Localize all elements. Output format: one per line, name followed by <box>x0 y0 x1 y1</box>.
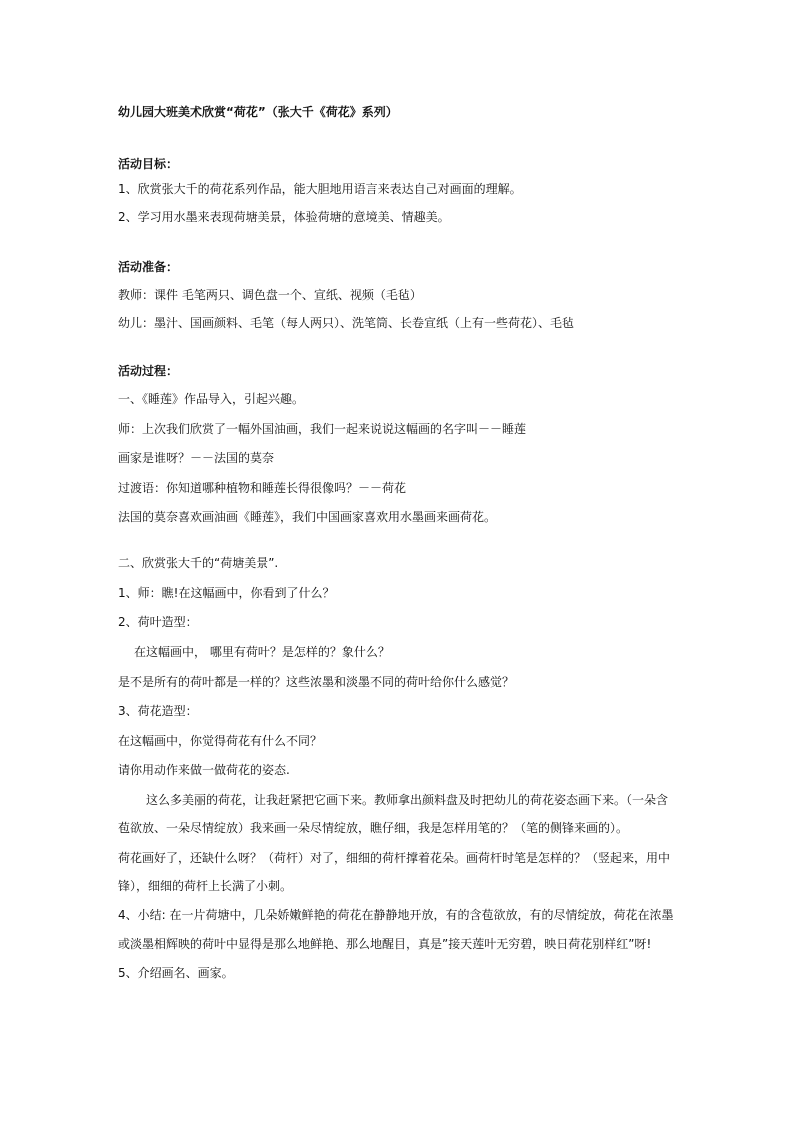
process-line: 5、介绍画名、画家。 <box>118 966 234 980</box>
process-line: 在这幅画中， 哪里有荷叶？是怎样的？象什么？ <box>134 645 390 659</box>
process-line: 荷花画好了，还缺什么呀？（荷杆）对了，细细的荷杆撑着花朵。画荷杆时笔是怎样的？（竖起来，用中 <box>118 851 671 865</box>
process-line: 画家是谁呀？－－法国的莫奈 <box>118 451 275 465</box>
process-heading: 活动过程： <box>118 364 179 378</box>
process-line: 法国的莫奈喜欢画油画《睡莲》，我们中国画家喜欢用水墨画来画荷花。 <box>118 510 497 524</box>
prep-heading: 活动准备： <box>118 260 179 274</box>
process-line: 4、小结: 在一片荷塘中，几朵娇嫩鲜艳的荷花在静静地开放，有的含苞欲放，有的尽情绽放，荷花在浓墨 <box>118 908 674 922</box>
process-line: 二、欣赏张大千的“荷塘美景”. <box>118 556 279 570</box>
prep-item: 教师：课件 毛笔两只、调色盘一个、宣纸、视频（毛毡） <box>118 288 422 302</box>
process-line: 2、荷叶造型： <box>118 615 198 629</box>
process-line: 1、师：瞧!在这幅画中，你看到了什么？ <box>118 586 335 600</box>
document-title: 幼儿园大班美术欣赏“荷花”（张大千《荷花》系列） <box>118 105 398 119</box>
process-line: 锋），细细的荷杆上长满了小刺。 <box>118 879 293 893</box>
process-line: 在这幅画中，你觉得荷花有什么不同？ <box>118 734 323 748</box>
process-line: 3、荷花造型： <box>118 704 198 718</box>
process-line: 或淡墨相辉映的荷叶中显得是那么地鲜艳、那么地醒目，真是”接天莲叶无穷碧，映日荷花别样红”呀! <box>118 937 652 951</box>
process-line: 这么多美丽的荷花，让我赶紧把它画下来。教师拿出颜料盘及时把幼儿的荷花姿态画下来。（一朵含 <box>146 793 669 807</box>
process-line: 过渡语：你知道哪种植物和睡莲长得很像吗？－－荷花 <box>118 481 407 495</box>
process-line: 一、《睡莲》作品导入，引起兴趣。 <box>118 392 305 406</box>
goals-item: 1、欣赏张大千的荷花系列作品，能大胆地用语言来表达自己对画面的理解。 <box>118 182 522 196</box>
goals-item: 2、学习用水墨来表现荷塘美景，体验荷塘的意境美、情趣美。 <box>118 210 450 224</box>
process-line: 是不是所有的荷叶都是一样的？这些浓墨和淡墨不同的荷叶给你什么感觉？ <box>118 675 515 689</box>
process-line: 苞欲放、一朵尽情绽放）我来画一朵尽情绽放，瞧仔细，我是怎样用笔的？（笔的侧锋来画的）。 <box>118 821 629 835</box>
goals-heading: 活动目标： <box>118 157 179 171</box>
prep-item: 幼儿：墨汁、国画颜料、毛笔（每人两只）、洗笔筒、长卷宣纸（上有一些荷花）、毛毡 <box>118 316 575 330</box>
process-line: 师：上次我们欣赏了一幅外国油画，我们一起来说说这幅画的名字叫－－睡莲 <box>118 422 527 436</box>
process-line: 请你用动作来做一做荷花的姿态. <box>118 763 290 777</box>
